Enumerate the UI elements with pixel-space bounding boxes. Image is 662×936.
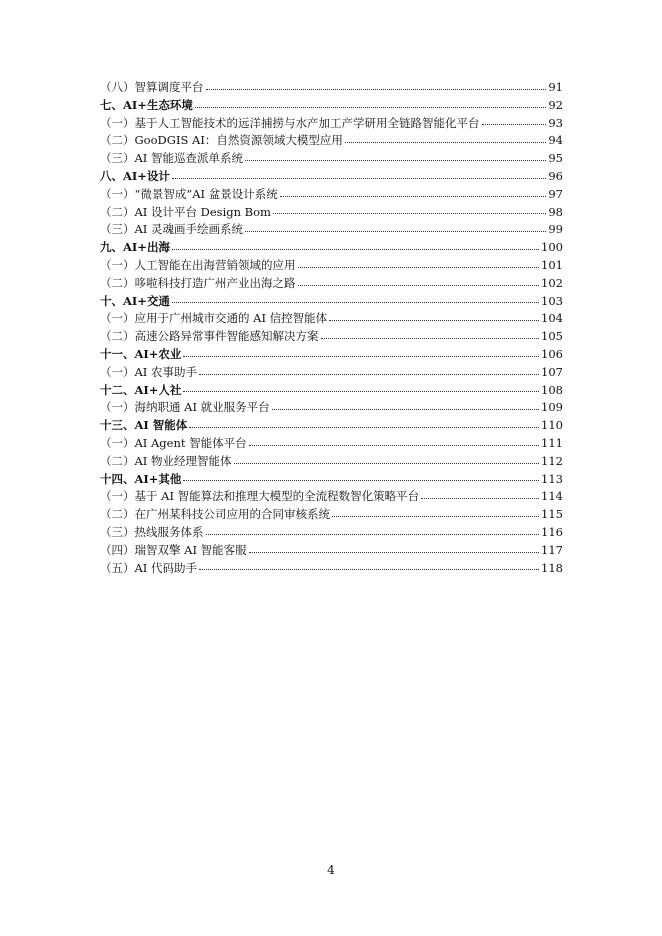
toc-entry-page: 93 (548, 115, 563, 130)
toc-entry-page: 116 (541, 524, 563, 539)
toc-entry-page: 91 (548, 80, 563, 94)
toc-entry-page: 114 (541, 489, 563, 504)
toc-leader-dots (195, 106, 546, 108)
toc-leader-dots (183, 390, 539, 392)
toc-leader-dots (245, 230, 546, 232)
toc-entry-title: （二）高速公路异常事件智能感知解决方案 (100, 329, 319, 344)
toc-section-entry (100, 293, 563, 311)
toc-item-entry (100, 542, 563, 560)
toc-entry-page: 108 (541, 382, 563, 397)
toc-entry-page: 111 (541, 435, 563, 450)
toc-section-entry (100, 239, 563, 257)
toc-entry-title: （三）热线服务体系 (100, 524, 204, 539)
toc-item-entry (100, 364, 563, 382)
toc-item-entry (100, 257, 563, 275)
toc-leader-dots (298, 266, 540, 268)
toc-section-entry (100, 382, 563, 400)
toc-entry-page: 115 (541, 507, 563, 522)
toc-leader-dots (206, 533, 540, 535)
toc-leader-dots (345, 141, 546, 143)
toc-leader-dots (189, 426, 539, 428)
toc-section-entry (100, 471, 563, 489)
toc-entry-page: 113 (541, 471, 563, 486)
toc-entry-page: 96 (548, 168, 563, 183)
toc-entry-title: （一）海纳职通 AI 就业服务平台 (100, 400, 270, 415)
toc-entry-title: （二）在广州某科技公司应用的合同审核系统 (100, 507, 330, 522)
toc-item-entry (100, 275, 563, 293)
toc-entry-title: （五）AI 代码助手 (100, 560, 198, 575)
toc-entry-title: （一）基于 AI 智能算法和推理大模型的全流程数智化策略平台 (100, 489, 420, 504)
toc-section-entry (100, 346, 563, 364)
toc-item-entry (100, 488, 563, 506)
toc-item-entry (100, 399, 563, 417)
toc-entry-page: 99 (548, 222, 563, 237)
toc-entry-page: 100 (541, 240, 563, 255)
toc-entry-title: （一）“微景智成”AI 盆景设计系统 (100, 186, 278, 201)
toc-entry-title: （八）智算调度平台 (100, 80, 204, 94)
toc-item-entry (100, 453, 563, 471)
toc-entry-page: 106 (541, 346, 563, 361)
toc-item-entry (100, 310, 563, 328)
toc-entry-title: 十二、AI+人社 (100, 382, 182, 397)
toc-entry-title: （二）哆啦科技打造广州产业出海之路 (100, 275, 296, 290)
toc-section-entry (100, 97, 563, 115)
toc-entry-page: 95 (548, 151, 563, 166)
toc-entry-title: （四）瑞智双擎 AI 智能客服 (100, 542, 247, 557)
toc-entry-title: （一）应用于广州城市交通的 AI 信控智能体 (100, 311, 328, 326)
toc-section-entry (100, 417, 563, 435)
toc-item-entry (100, 524, 563, 542)
toc-leader-dots (298, 284, 540, 286)
toc-entry-title: 十、AI+交通 (100, 293, 170, 308)
toc-entry-page: 117 (541, 542, 563, 557)
toc-entry-title: （三）AI 灵魂画手绘画系统 (100, 222, 244, 237)
toc-leader-dots (329, 319, 539, 321)
toc-entry-page: 112 (541, 453, 563, 468)
toc-entry-title: （一）基于人工智能技术的远洋捕捞与水产加工产学研用全链路智能化平台 (100, 115, 480, 130)
toc-entry-page: 102 (541, 275, 563, 290)
toc-entry-title: （三）AI 智能巡查派单系统 (100, 151, 244, 166)
toc-item-entry (100, 328, 563, 346)
toc-entry-page: 97 (548, 186, 563, 201)
toc-entry-title: （二）AI 物业经理智能体 (100, 453, 232, 468)
toc-leader-dots (234, 462, 540, 464)
toc-entry-title: （一）人工智能在出海营销领域的应用 (100, 257, 296, 272)
toc-leader-dots (172, 301, 539, 303)
toc-entry-title: 十三、AI 智能体 (100, 418, 188, 433)
toc-leader-dots (183, 479, 539, 481)
toc-item-entry (100, 560, 563, 578)
toc-entry-page: 92 (548, 97, 563, 112)
toc-leader-dots (249, 551, 539, 553)
toc-item-entry (100, 221, 563, 239)
toc-entry-page: 105 (541, 329, 563, 344)
table-of-contents (100, 79, 563, 577)
toc-entry-page: 98 (548, 204, 563, 219)
toc-leader-dots (280, 195, 547, 197)
toc-item-entry (100, 435, 563, 453)
toc-leader-dots (183, 355, 539, 357)
toc-entry-page: 101 (541, 257, 563, 272)
toc-entry-page: 118 (541, 560, 563, 575)
page-number: 4 (327, 863, 335, 877)
toc-entry-title: 八、AI+设计 (100, 168, 170, 183)
toc-entry-page: 94 (548, 133, 563, 148)
toc-entry-title: （一）AI 农事助手 (100, 364, 198, 379)
toc-entry-page: 109 (541, 400, 563, 415)
toc-entry-page: 103 (541, 293, 563, 308)
toc-entry-title: 九、AI+出海 (100, 240, 170, 255)
toc-item-entry (100, 186, 563, 204)
toc-leader-dots (249, 444, 539, 446)
toc-item-entry (100, 150, 563, 168)
toc-entry-title: （二）GooDGIS AI：自然资源领域大模型应用 (100, 133, 343, 148)
toc-leader-dots (421, 497, 539, 499)
toc-entry-title: （二）AI 设计平台 Design Bom (100, 204, 271, 219)
toc-leader-dots (245, 159, 546, 161)
toc-entry-title: 十四、AI+其他 (100, 471, 182, 486)
toc-leader-dots (321, 337, 540, 339)
toc-leader-dots (273, 212, 546, 214)
toc-item-entry (100, 79, 563, 97)
toc-entry-page: 104 (541, 311, 563, 326)
toc-leader-dots (172, 248, 539, 250)
toc-item-entry (100, 204, 563, 222)
toc-leader-dots (206, 88, 547, 90)
toc-leader-dots (332, 515, 539, 517)
toc-entry-title: （一）AI Agent 智能体平台 (100, 435, 247, 450)
toc-entry-page: 107 (541, 364, 563, 379)
toc-leader-dots (272, 408, 539, 410)
toc-entry-page: 110 (541, 418, 563, 433)
toc-leader-dots (199, 568, 539, 570)
toc-section-entry (100, 168, 563, 186)
toc-item-entry (100, 132, 563, 150)
toc-item-entry (100, 506, 563, 524)
toc-entry-title: 十一、AI+农业 (100, 346, 182, 361)
toc-item-entry (100, 115, 563, 133)
toc-leader-dots (172, 177, 546, 179)
toc-leader-dots (482, 123, 547, 125)
toc-leader-dots (199, 373, 539, 375)
toc-entry-title: 七、AI+生态环境 (100, 97, 193, 112)
